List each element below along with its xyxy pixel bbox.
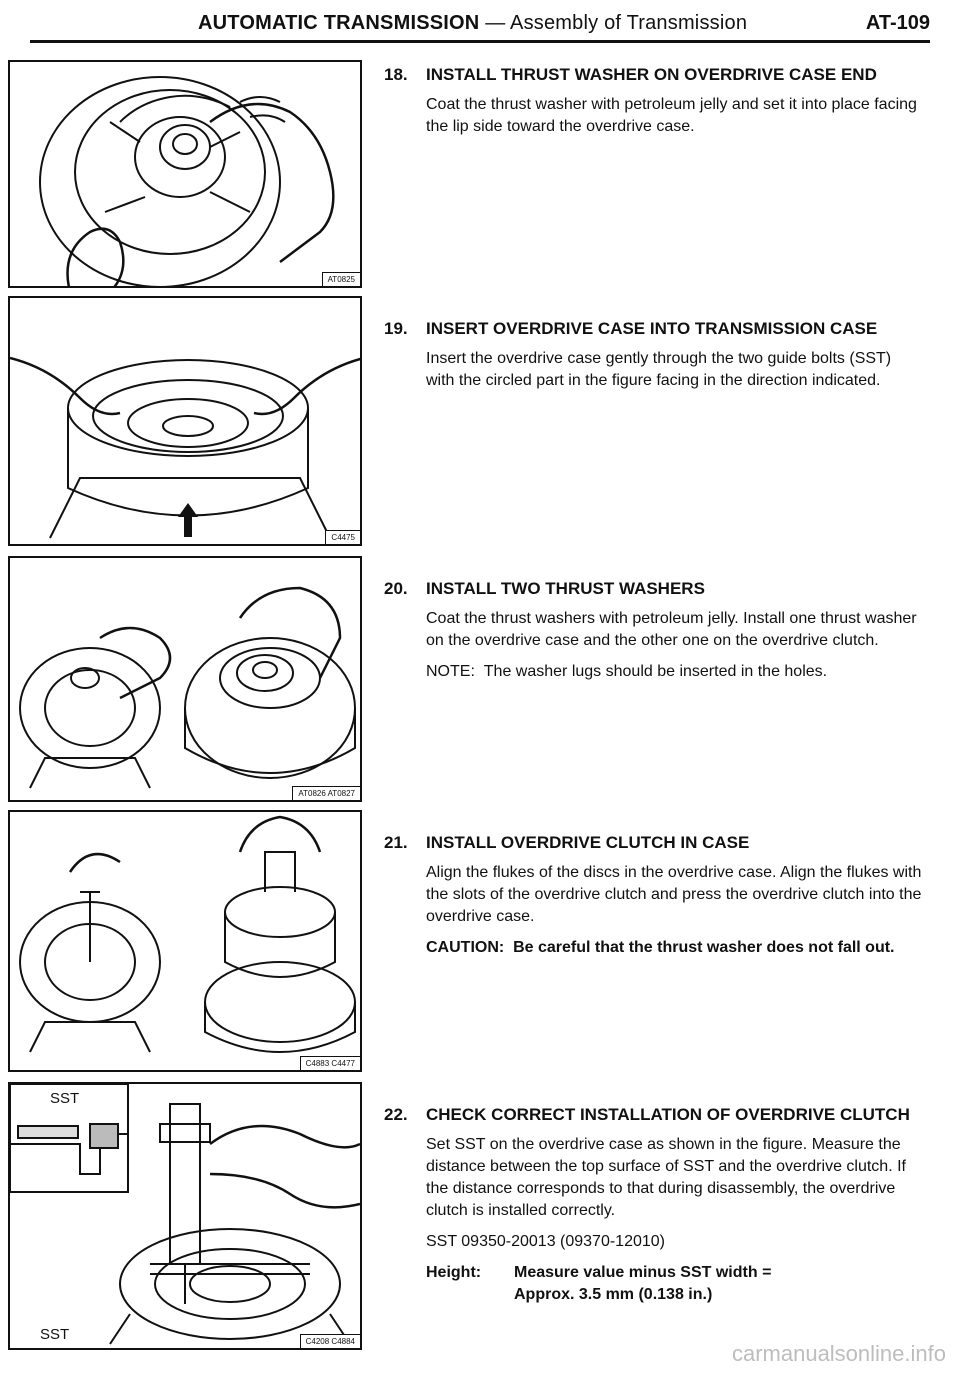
step-body	[384, 94, 924, 138]
illustration-thrust-washers	[10, 558, 362, 802]
step-title: INSTALL THRUST WASHER ON OVERDRIVE CASE END	[426, 65, 877, 84]
figure-thrust-washer	[8, 60, 362, 288]
page-title	[198, 12, 747, 35]
step-21	[384, 832, 924, 968]
step-body	[384, 608, 924, 683]
figure-two-thrust-washers	[8, 556, 362, 802]
step-heading	[384, 64, 924, 86]
caution-label: CAUTION:	[426, 939, 505, 956]
step-19	[384, 318, 924, 401]
step-body	[384, 862, 924, 959]
step-heading	[384, 578, 924, 600]
step-number: 21.	[384, 833, 408, 852]
spec-line-1: Measure value minus SST width =	[514, 1264, 772, 1281]
sst-label-bottom: SST	[40, 1326, 70, 1343]
header-rule	[30, 40, 930, 43]
illustration-od-clutch-in-case	[10, 812, 362, 1072]
spec-line-2: Approx. 3.5 mm (0.138 in.)	[514, 1286, 713, 1303]
illustration-sst-measurement	[10, 1084, 362, 1350]
step-text: Coat the thrust washer with petroleum jelly and set it into place facing the lip side toward the overdrive case.	[426, 96, 917, 135]
step-title: CHECK CORRECT INSTALLATION OF OVERDRIVE CLUTCH	[426, 1105, 910, 1124]
step-text: Coat the thrust washers with petroleum jelly. Install one thrust washer on the overdrive case and the other one on the overdrive clutch.	[426, 610, 917, 649]
figure-code: C4883 C4477	[300, 1056, 360, 1070]
step-18	[384, 64, 924, 147]
figure-code: AT0826 AT0827	[292, 786, 360, 800]
step-caution	[426, 937, 924, 959]
spec-height	[426, 1262, 924, 1306]
step-heading	[384, 1104, 924, 1126]
step-body	[384, 348, 924, 392]
sst-label-top: SST	[50, 1090, 80, 1107]
sst-part-number: SST 09350-20013 (09370-12010)	[426, 1233, 665, 1250]
note-text: The washer lugs should be inserted in the holes.	[483, 663, 828, 680]
figure-code: C4475	[325, 530, 360, 544]
step-text: Insert the overdrive case gently through the two guide bolts (SST) with the circled part in the figure facing in the direction indicated.	[426, 350, 892, 389]
step-number: 22.	[384, 1105, 408, 1124]
step-heading	[384, 318, 924, 340]
step-body	[384, 1134, 924, 1306]
step-number: 18.	[384, 65, 408, 84]
step-text: Set SST on the overdrive case as shown in the figure. Measure the distance between the top surface of SST and the overdrive clutch. If the distance corresponds to that during disassembly, the overdrive clutch is installed correctly.	[426, 1136, 906, 1219]
section-title: AUTOMATIC TRANSMISSION	[198, 12, 480, 34]
step-note	[426, 661, 924, 683]
spec-label: Height:	[426, 1264, 482, 1281]
step-title: INSTALL TWO THRUST WASHERS	[426, 579, 705, 598]
step-20	[384, 578, 924, 692]
illustration-od-case-washer	[10, 62, 362, 288]
illustration-od-case-into-transmission	[10, 298, 362, 546]
watermark: carmanualsonline.info	[731, 1341, 946, 1366]
spec-value	[514, 1262, 771, 1306]
note-label: NOTE:	[426, 663, 475, 680]
step-number: 19.	[384, 319, 408, 338]
figure-check-installation	[8, 1082, 362, 1350]
figure-code: C4208 C4884	[300, 1334, 360, 1348]
step-text: Align the flukes of the discs in the overdrive case. Align the flukes with the slots of the overdrive clutch and press the overdrive clutch into the overdrive case.	[426, 864, 922, 925]
page-number: AT-109	[865, 12, 930, 34]
caution-text: Be careful that the thrust washer does not fall out.	[513, 939, 895, 956]
figure-install-od-clutch	[8, 810, 362, 1072]
section-subtitle: — Assembly of Transmission	[479, 12, 748, 34]
figure-code: AT0825	[322, 272, 360, 286]
step-number: 20.	[384, 579, 408, 598]
step-title: INSTALL OVERDRIVE CLUTCH IN CASE	[426, 833, 750, 852]
step-heading	[384, 832, 924, 854]
step-title: INSERT OVERDRIVE CASE INTO TRANSMISSION CASE	[426, 319, 878, 338]
page-header	[0, 0, 960, 44]
figure-insert-od-case	[8, 296, 362, 546]
step-22	[384, 1104, 924, 1306]
